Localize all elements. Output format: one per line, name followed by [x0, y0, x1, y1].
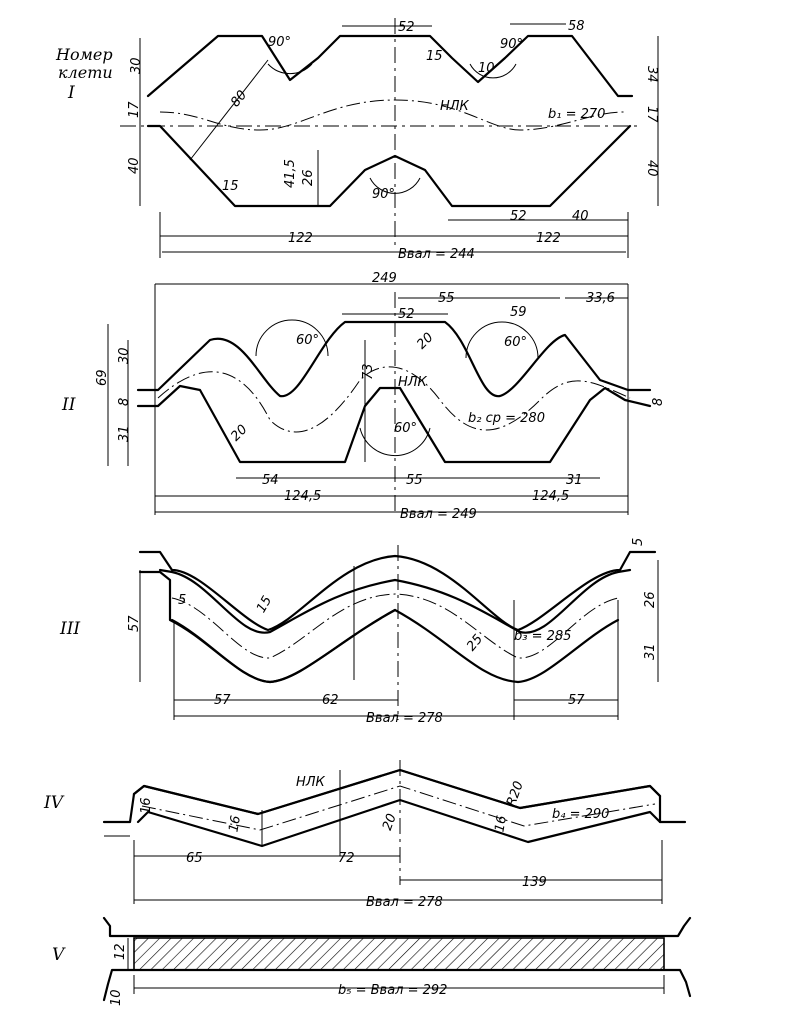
upper-roll-contour-II	[138, 322, 650, 396]
dim-54: 54	[262, 473, 279, 488]
label-nlk-II: НЛК	[398, 375, 427, 390]
upper-roll-contour-V	[104, 918, 690, 936]
dim-122-right: 122	[536, 231, 561, 246]
dim-33-6: 33,6	[586, 291, 615, 306]
dim-8-right: 8	[651, 397, 666, 406]
dim-17: 17	[127, 101, 142, 118]
dim-41-5: 41,5	[283, 159, 298, 188]
label-b2: b₂ ср = 280	[468, 411, 545, 426]
radius-20-top: 20	[414, 330, 437, 353]
radius-20-bottom: 20	[228, 422, 251, 445]
dim-139: 139	[522, 875, 547, 890]
lower-roll-contour-III	[140, 572, 395, 682]
strip-upper-III	[160, 570, 630, 633]
radius-20-IV: 20	[380, 811, 400, 833]
dim-31-III: 31	[643, 643, 658, 660]
angle-90-bottom: 90°	[372, 187, 396, 202]
dim-55-bottom: 55	[406, 473, 423, 488]
dim-124-5-right: 124,5	[532, 489, 570, 504]
dim-8-left: 8	[117, 397, 132, 406]
dim-65: 65	[186, 851, 203, 866]
label-b5: b₅ = Bвал = 292	[338, 983, 448, 998]
stand-II-roman: II	[62, 395, 76, 415]
radius-15-top: 15	[426, 49, 443, 64]
dim-26-III: 26	[643, 591, 658, 608]
label-nlk-IV: НЛК	[296, 775, 325, 790]
radius-R20: R20	[504, 779, 527, 809]
label-bval-I: Bвал = 244	[398, 247, 475, 262]
stand-I	[55, 18, 659, 262]
dim-5-top: 5	[631, 537, 646, 546]
stand-I-roman: I	[68, 83, 75, 103]
label-bval-IV: Bвал = 278	[366, 895, 443, 910]
stand-III-roman: III	[60, 619, 81, 639]
dim-16-right: 16	[492, 814, 511, 834]
dim-69: 69	[95, 369, 110, 386]
stand-IV	[43, 760, 685, 910]
radius-10: 10	[478, 61, 495, 76]
stand-label-line2: клети	[58, 63, 113, 82]
dim-73: 73	[361, 363, 376, 380]
dim-59: 59	[510, 305, 527, 320]
dim-55-top: 55	[438, 291, 455, 306]
hatched-strip-V	[134, 938, 664, 970]
label-b3: b₃ = 285	[514, 629, 572, 644]
dim-52-II: 52	[398, 307, 415, 322]
dim-40-right: 40	[644, 160, 659, 177]
dim-34: 34	[644, 66, 659, 83]
dim-122-left: 122	[288, 231, 313, 246]
label-nlk-I: НЛК	[440, 99, 469, 114]
dim-30: 30	[129, 57, 144, 74]
upper-roll-contour-I	[148, 36, 632, 96]
angle-90-left: 90°	[268, 35, 292, 50]
angle-90-right: 90°	[500, 37, 524, 52]
dim-16-mid: 16	[226, 814, 245, 834]
radius-15-III: 15	[253, 593, 276, 616]
dim-17-right: 17	[644, 106, 659, 123]
stand-III	[59, 538, 658, 726]
dim-57-right: 57	[568, 693, 585, 708]
dim-52-bottom: 52	[510, 209, 527, 224]
dim-26: 26	[301, 169, 316, 186]
radius-5: 5	[178, 593, 187, 608]
dim-12: 12	[113, 943, 128, 960]
label-b1: b₁ = 270	[548, 107, 606, 122]
dim-16-left: 16	[139, 797, 154, 814]
dim-57-vertical: 57	[127, 615, 142, 632]
radius-15-bottom: 15	[222, 179, 239, 194]
angle-60-right: 60°	[504, 335, 528, 350]
stand-II	[61, 271, 666, 522]
dim-62: 62	[322, 693, 339, 708]
dim-10: 10	[109, 989, 124, 1006]
stand-V	[52, 918, 690, 1006]
radius-80: 80	[228, 87, 251, 111]
dim-31-bottom: 31	[566, 473, 583, 488]
angle-60-bottom: 60°	[394, 421, 418, 436]
label-bval-III: Bвал = 278	[366, 711, 443, 726]
dim-58: 58	[568, 19, 585, 34]
dim-249-top: 249	[372, 271, 397, 286]
stand-IV-roman: IV	[44, 793, 63, 813]
dim-40: 40	[127, 157, 142, 174]
dim-72: 72	[338, 851, 355, 866]
label-b4: b₄ = 290	[552, 807, 610, 822]
dim-40-bottom: 40	[572, 209, 589, 224]
angle-60-left: 60°	[296, 333, 320, 348]
label-bval-II: Bвал = 249	[400, 507, 477, 522]
dim-31-II: 31	[117, 425, 132, 442]
stand-V-roman: V	[52, 945, 65, 965]
dim-30-II: 30	[117, 347, 132, 364]
dim-57-left: 57	[214, 693, 231, 708]
dim-52-top: 52	[398, 20, 415, 35]
neutral-line-III	[172, 594, 618, 658]
dim-124-5-left: 124,5	[284, 489, 322, 504]
stand-label-line1: Номер	[56, 45, 113, 64]
radius-25: 25	[464, 631, 487, 655]
